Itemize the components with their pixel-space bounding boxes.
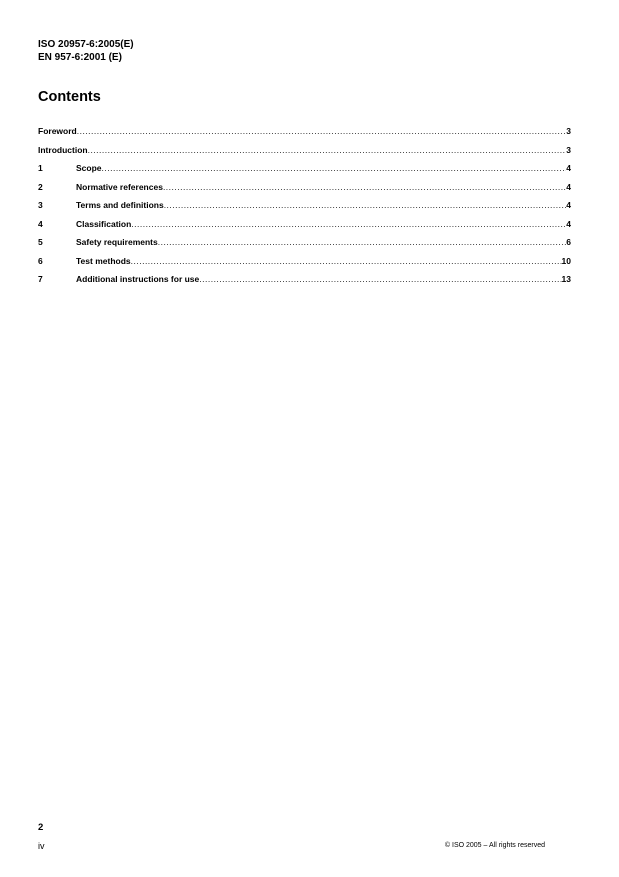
toc-entry-scope[interactable] (38, 162, 571, 181)
toc-dot-leader (158, 236, 567, 248)
document-header (38, 38, 134, 64)
toc-entry-additional-instructions[interactable] (38, 273, 571, 292)
table-of-contents (38, 125, 571, 292)
toc-entry-title: Additional instructions for use (76, 274, 200, 284)
toc-entry-number: 4 (38, 218, 43, 229)
toc-entry-number: 2 (38, 181, 43, 192)
toc-entry-page: 3 (566, 126, 571, 136)
toc-entry-page: 3 (566, 144, 571, 155)
standard-number-en: EN 957-6:2001 (E) (38, 52, 122, 63)
toc-dot-leader (88, 144, 567, 156)
toc-entry-title: Foreword (38, 126, 77, 136)
toc-entry-normative-references[interactable] (38, 181, 571, 200)
toc-dot-leader (77, 125, 567, 137)
toc-entry-number: 6 (38, 255, 43, 266)
footer-roman-page-number: iv (38, 841, 45, 851)
toc-entry-introduction[interactable] (38, 144, 571, 163)
toc-entry-title: Classification (76, 218, 132, 229)
toc-entry-title: Normative references (76, 181, 163, 192)
toc-entry-safety-requirements[interactable] (38, 236, 571, 255)
toc-entry-title: Introduction (38, 144, 88, 155)
toc-dot-leader (199, 273, 561, 285)
toc-dot-leader (163, 181, 566, 193)
toc-dot-leader (131, 218, 566, 230)
footer-page-number: 2 (38, 822, 44, 833)
toc-entry-page: 4 (566, 200, 571, 210)
contents-heading: Contents (38, 89, 101, 105)
toc-entry-terms-and-definitions[interactable] (38, 199, 571, 218)
toc-dot-leader (164, 199, 567, 211)
toc-entry-title: Test methods (76, 255, 131, 266)
toc-entry-page: 4 (566, 181, 571, 192)
toc-dot-leader (131, 255, 562, 267)
toc-entry-classification[interactable] (38, 218, 571, 237)
toc-entry-foreword[interactable] (38, 125, 571, 144)
toc-entry-number: 7 (38, 274, 43, 284)
toc-entry-page: 6 (566, 237, 571, 247)
toc-entry-page: 10 (561, 255, 571, 266)
footer-copyright-notice: © ISO 2005 – All rights reserved (444, 842, 545, 849)
toc-entry-title: Scope (76, 163, 102, 173)
toc-entry-page: 13 (561, 274, 571, 284)
toc-entry-number: 3 (38, 200, 43, 210)
toc-entry-title: Terms and definitions (76, 200, 164, 210)
toc-entry-page: 4 (566, 218, 571, 229)
toc-entry-title: Safety requirements (76, 237, 158, 247)
standard-number-iso: ISO 20957-6:2005(E) (38, 39, 134, 50)
toc-entry-number: 5 (38, 237, 43, 247)
toc-entry-test-methods[interactable] (38, 255, 571, 274)
toc-dot-leader (102, 162, 567, 174)
toc-entry-number: 1 (38, 163, 43, 173)
toc-entry-page: 4 (566, 163, 571, 173)
